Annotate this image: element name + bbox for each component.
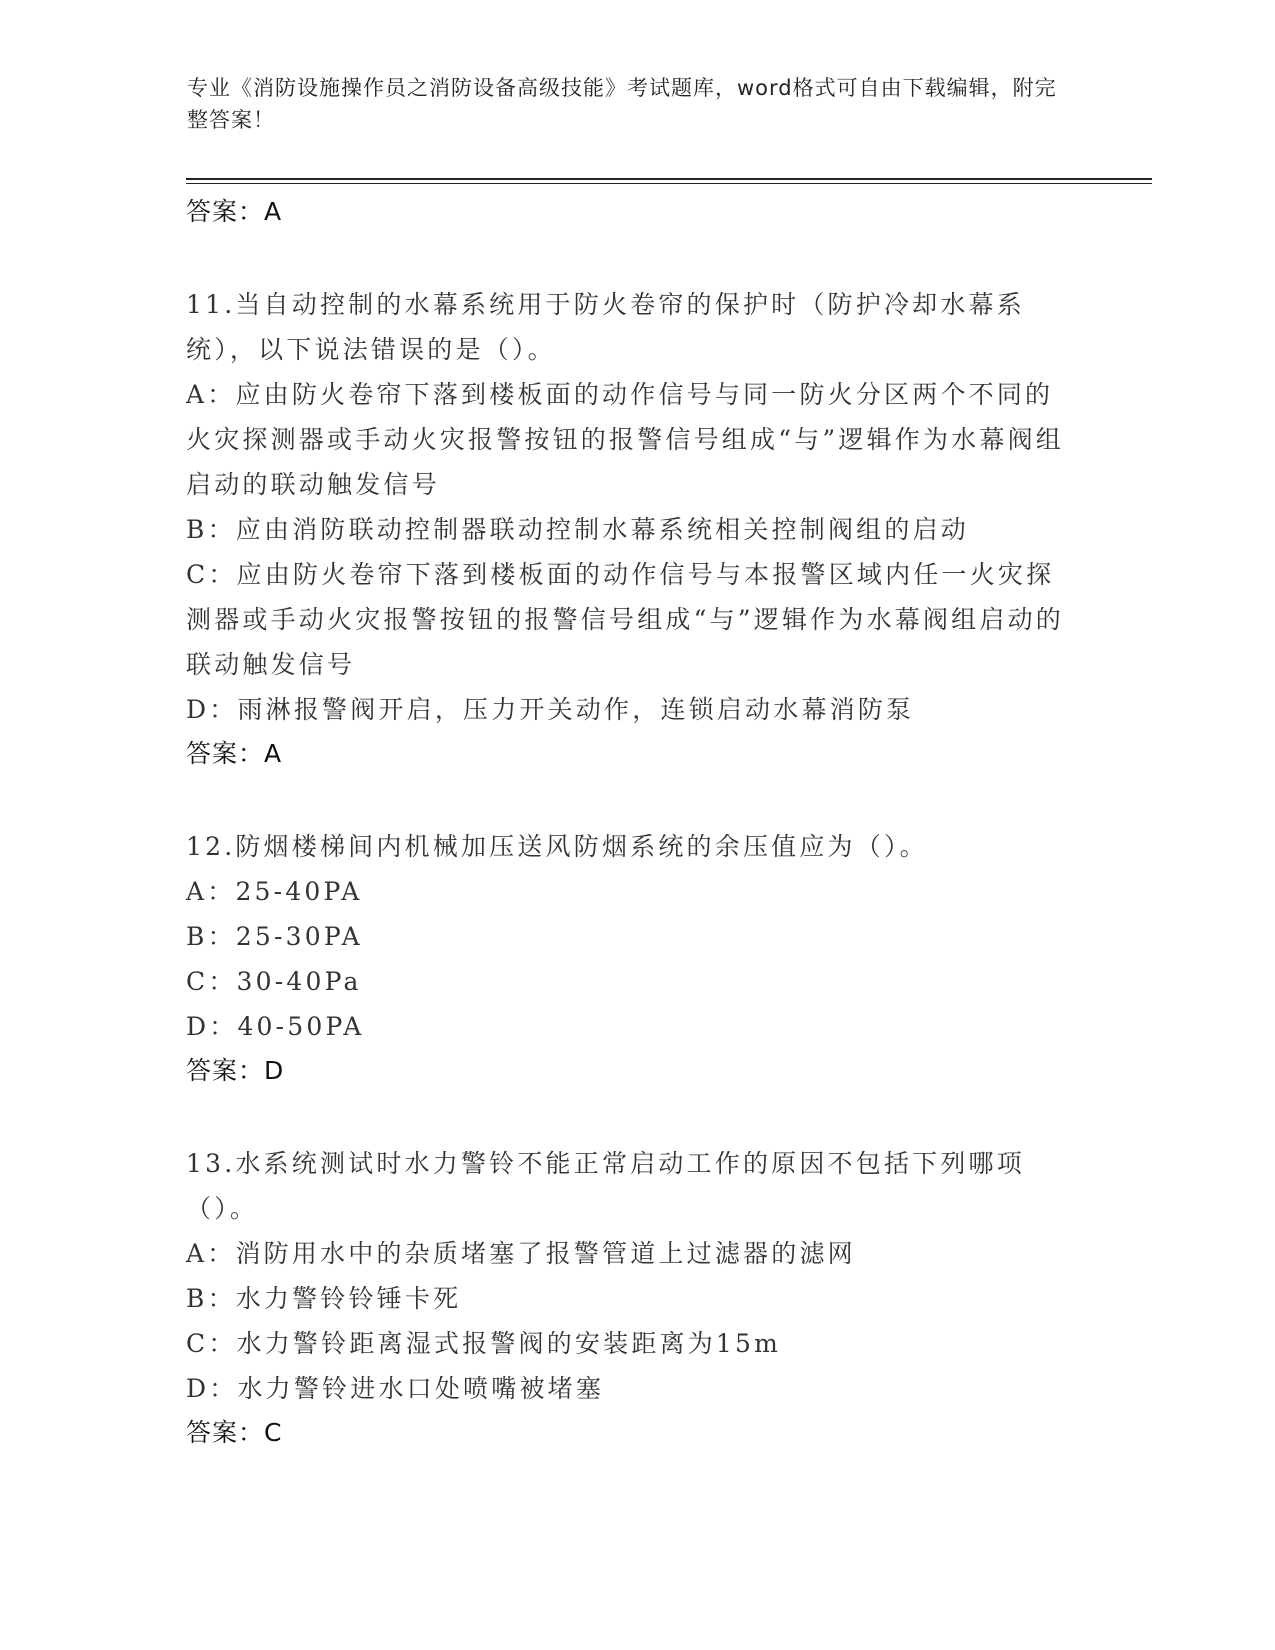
option-b: B：水力警铃铃锤卡死	[186, 1284, 462, 1313]
question-stem: 13.水系统测试时水力警铃不能正常启动工作的原因不包括下列哪项（）。	[186, 1149, 1025, 1223]
question-11	[186, 282, 1076, 776]
option-b: B：25-30PA	[186, 922, 363, 951]
header-rule-thin	[186, 183, 1152, 184]
document-content	[186, 190, 1076, 1455]
question-13	[186, 1141, 1076, 1455]
option-c: C：30-40Pa	[186, 967, 362, 996]
option-a: A：应由防火卷帘下落到楼板面的动作信号与同一防火分区两个不同的火灾探测器或手动火灾报警按钮的报警信号组成“与”逻辑作为水幕阀组启动的联动触发信号	[186, 380, 1064, 499]
option-c: C：应由防火卷帘下落到楼板面的动作信号与本报警区域内任一火灾探测器或手动火灾报警按钮的报警信号组成“与”逻辑作为水幕阀组启动的联动触发信号	[186, 560, 1064, 679]
option-d: D：雨淋报警阀开启，压力开关动作，连锁启动水幕消防泵	[186, 695, 915, 724]
option-b: B：应由消防联动控制器联动控制水幕系统相关控制阀组的启动	[186, 515, 969, 544]
question-12	[186, 824, 1076, 1093]
option-a: A：25-40PA	[186, 877, 363, 906]
question-stem: 12.防烟楼梯间内机械加压送风防烟系统的余压值应为（）。	[186, 832, 928, 861]
page-header: 专业《消防设施操作员之消防设备高级技能》考试题库，word格式可自由下载编辑，附完整答案！	[187, 76, 1057, 132]
question-stem: 11.当自动控制的水幕系统用于防火卷帘的保护时（防护冷却水幕系统），以下说法错误的是（）。	[186, 290, 1025, 364]
option-a: A：消防用水中的杂质堵塞了报警管道上过滤器的滤网	[186, 1239, 856, 1268]
option-c: C：水力警铃距离湿式报警阀的安装距离为15m	[186, 1329, 782, 1358]
question-answer: 答案：A	[186, 739, 283, 768]
header-rule-thick	[186, 178, 1152, 180]
option-d: D：水力警铃进水口处喷嘴被堵塞	[186, 1374, 605, 1403]
question-answer: 答案：D	[186, 1056, 285, 1085]
previous-answer: 答案：A	[186, 197, 283, 226]
question-answer: 答案：C	[186, 1418, 283, 1447]
option-d: D：40-50PA	[186, 1012, 365, 1041]
